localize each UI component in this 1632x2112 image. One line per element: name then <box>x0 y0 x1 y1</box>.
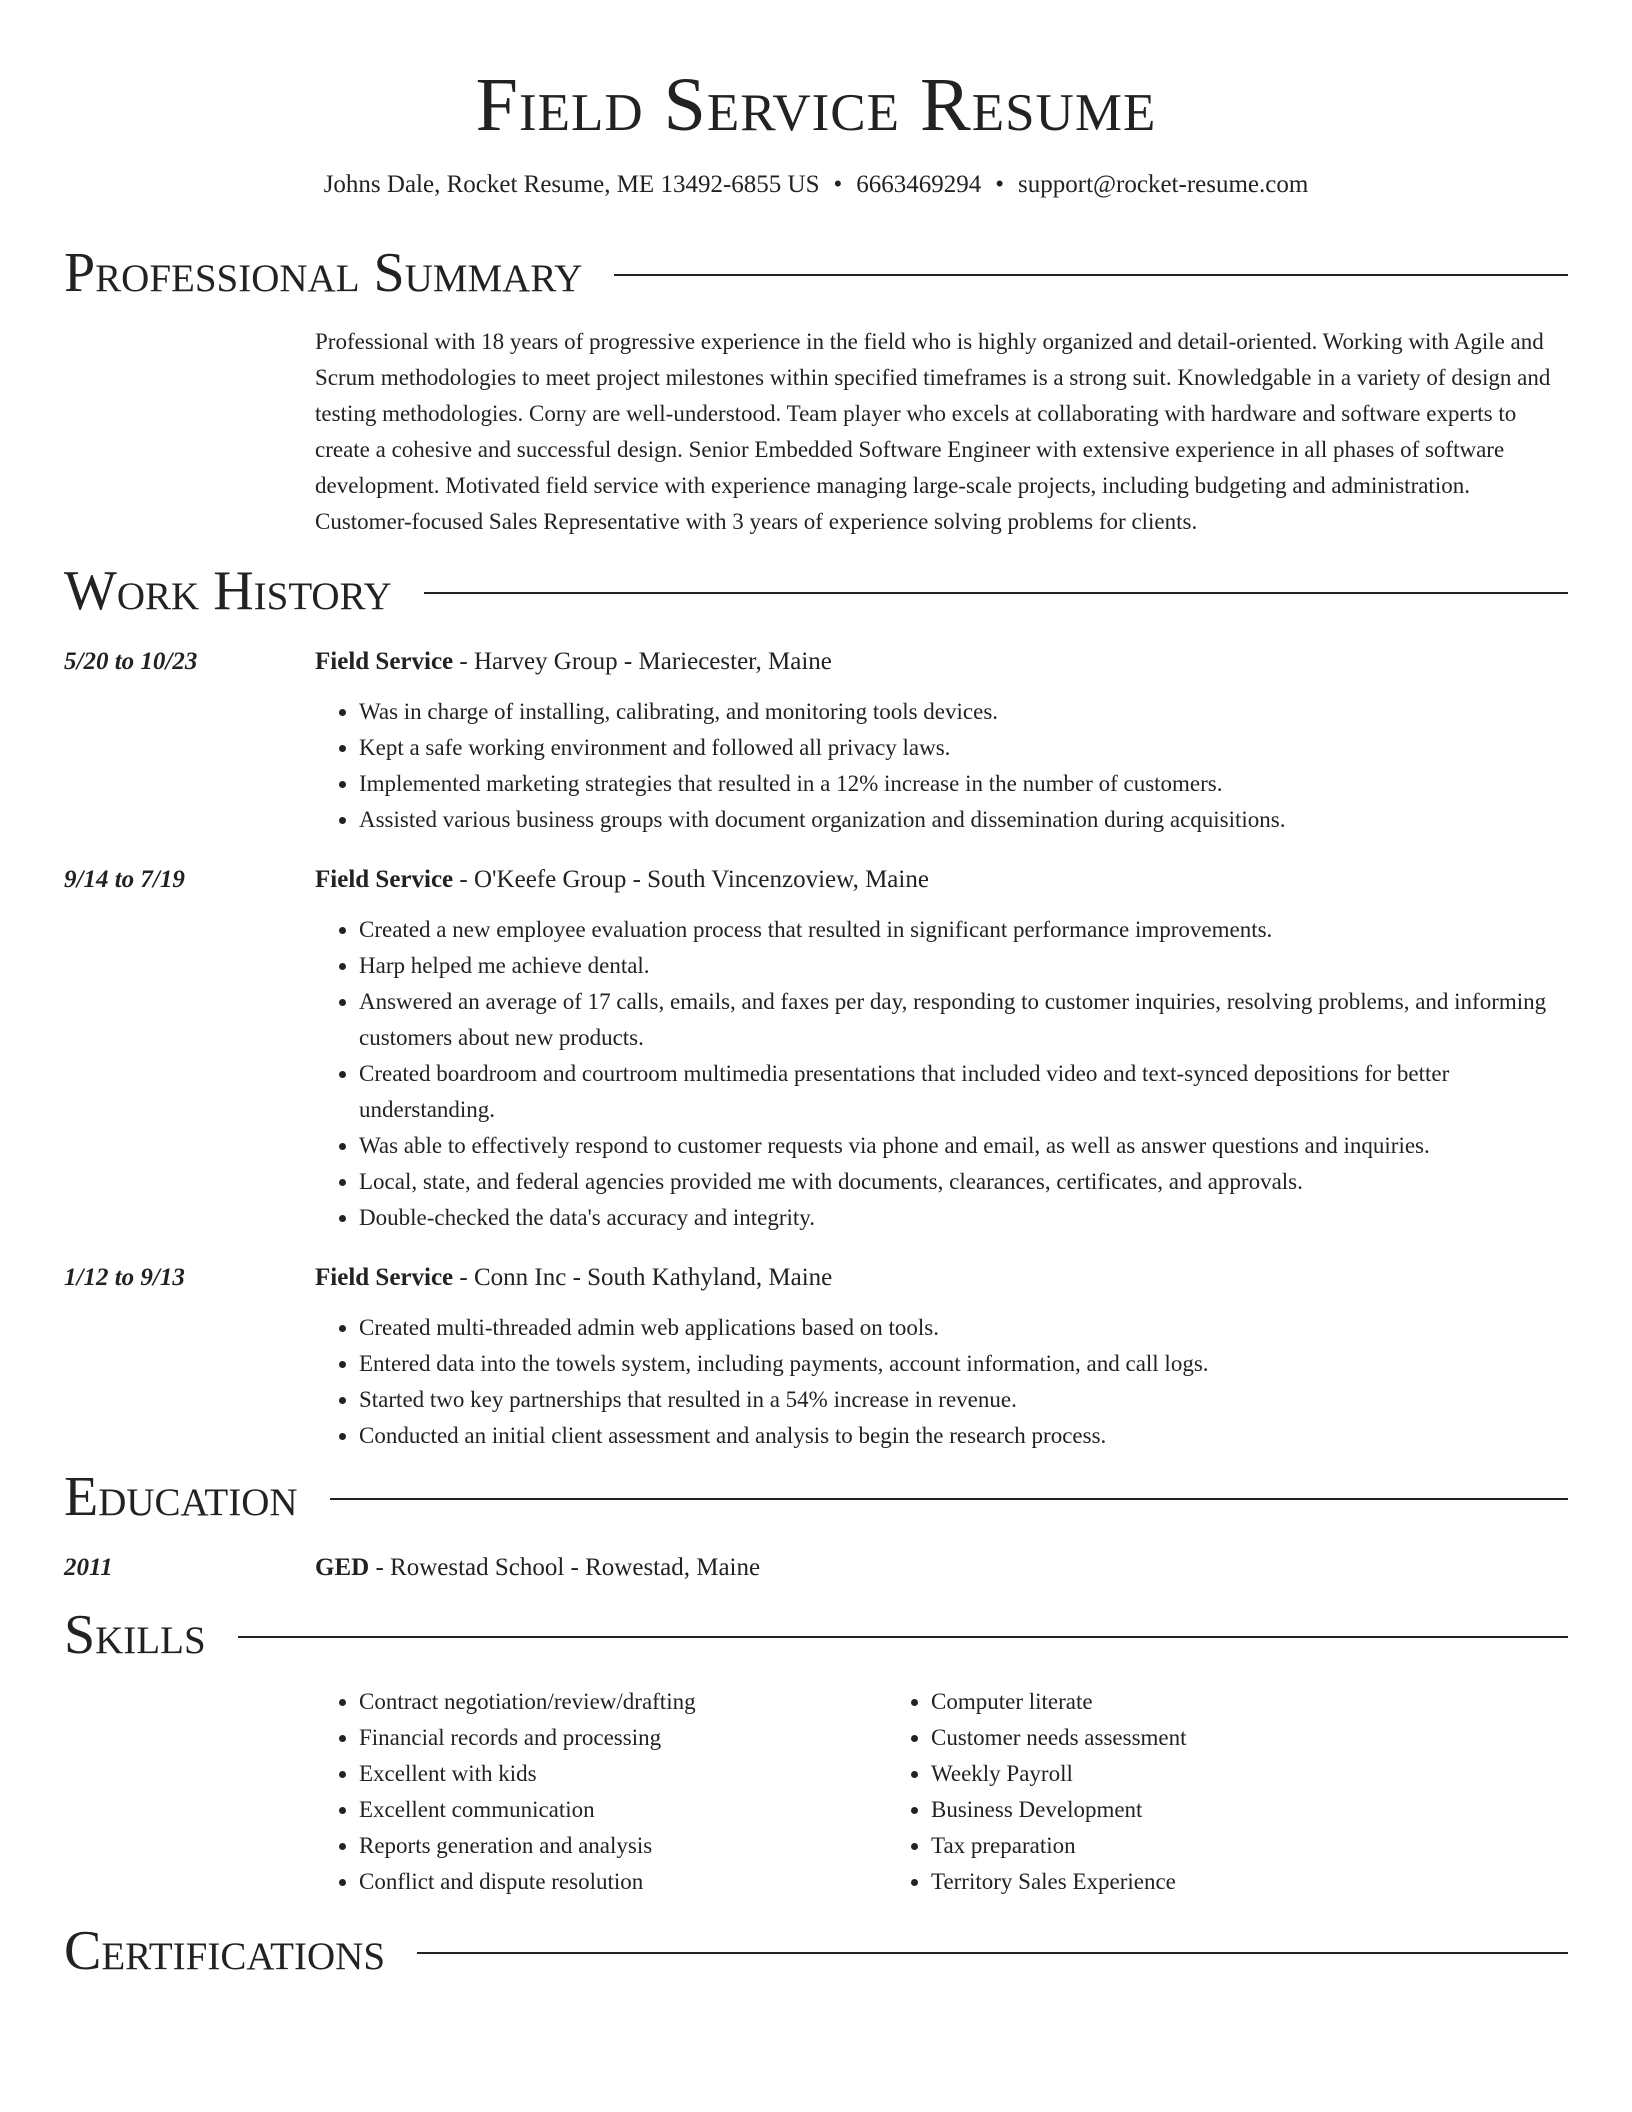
skill-item: • Reports generation and analysis <box>359 1828 887 1864</box>
work-heading: Work History <box>64 560 392 622</box>
job-bullet: • Conducted an initial client assessment and analysis to begin the research process. <box>359 1418 1568 1454</box>
certifications-heading: Certifications <box>64 1920 386 1982</box>
contact-separator: • <box>995 171 1005 198</box>
job-title-line <box>315 644 832 680</box>
job-entry <box>64 644 1568 838</box>
skills-column-right <box>887 1684 1527 1900</box>
job-bullet: • Was in charge of installing, calibrating, and monitoring tools devices. <box>359 694 1568 730</box>
education-degree: GED <box>315 1554 370 1581</box>
skills-section-header <box>64 1600 1568 1670</box>
job-dates: 1/12 to 9/13 <box>64 1264 185 1291</box>
job-bullet: • Double-checked the data's accuracy and integrity. <box>359 1200 1568 1236</box>
education-section-header <box>64 1462 1568 1532</box>
job-bullet: • Assisted various business groups with document organization and dissemination during acquisitions. <box>359 802 1568 838</box>
skill-item: • Weekly Payroll <box>931 1756 1527 1792</box>
job-title: Field Service <box>315 866 454 893</box>
certifications-section-header <box>64 1916 1568 1986</box>
job-entry <box>64 1260 1568 1454</box>
contact-line <box>64 168 1568 202</box>
job-header <box>64 1260 1568 1296</box>
skill-item: • Excellent with kids <box>359 1756 887 1792</box>
job-bullets <box>315 912 1568 1236</box>
section-divider <box>417 1952 1568 1954</box>
resume-title: Field Service Resume <box>475 63 1157 147</box>
contact-address: Johns Dale, Rocket Resume, ME 13492-6855 US <box>323 171 820 198</box>
job-title-line <box>315 862 929 898</box>
job-details: - Conn Inc - South Kathyland, Maine <box>453 1264 833 1291</box>
job-bullet: • Created boardroom and courtroom multimedia presentations that included video and text-synced depositions for better understanding. <box>359 1056 1568 1128</box>
job-bullets <box>315 694 1568 838</box>
job-dates: 9/14 to 7/19 <box>64 866 185 893</box>
summary-heading: Professional Summary <box>64 242 583 304</box>
job-bullet: • Implemented marketing strategies that resulted in a 12% increase in the number of customers. <box>359 766 1568 802</box>
section-divider <box>330 1498 1568 1500</box>
education-heading: Education <box>64 1466 298 1528</box>
skill-item: • Territory Sales Experience <box>931 1864 1527 1900</box>
summary-section-header <box>64 238 1568 308</box>
skill-item: • Computer literate <box>931 1684 1527 1720</box>
job-details: - Harvey Group - Mariecester, Maine <box>453 648 832 675</box>
education-entry <box>64 1550 1568 1586</box>
job-details: - O'Keefe Group - South Vincenzoview, Maine <box>453 866 929 893</box>
job-title: Field Service <box>315 1264 454 1291</box>
job-bullet: • Was able to effectively respond to customer requests via phone and email, as well as answer questions and inquiries. <box>359 1128 1568 1164</box>
job-bullet: • Local, state, and federal agencies provided me with documents, clearances, certificates, and approvals. <box>359 1164 1568 1200</box>
section-divider <box>424 592 1568 594</box>
education-title-line <box>315 1550 760 1586</box>
job-title-line <box>315 1260 832 1296</box>
section-divider <box>238 1636 1568 1638</box>
summary-text: Professional with 18 years of progressive experience in the field who is highly organized and detail-oriented. Working with Agile and Scrum methodologies to meet project milestones within specified timeframes is a strong suit. Knowledgable in a variety of design and testing methodologies. Corny are well-understood. Team player who excels at collaborating with hardware and software experts to create a cohesive and successful design. Senior Embedded Software Engineer with extensive experience in all phases of software development. Motivated field service with experience managing large-scale projects, including budgeting and administration. Customer-focused Sales Representative with 3 years of experience solving problems for clients. <box>315 329 1551 534</box>
job-entry <box>64 862 1568 1236</box>
education-year: 2011 <box>64 1554 113 1581</box>
job-bullets <box>315 1310 1568 1454</box>
job-bullet: • Kept a safe working environment and followed all privacy laws. <box>359 730 1568 766</box>
job-bullet: • Started two key partnerships that resulted in a 54% increase in revenue. <box>359 1382 1568 1418</box>
contact-separator: • <box>833 171 843 198</box>
job-bullet: • Answered an average of 17 calls, emails, and faxes per day, responding to customer inquiries, resolving problems, and informing customers about new products. <box>359 984 1568 1056</box>
skills-heading: Skills <box>64 1604 206 1666</box>
job-header <box>64 644 1568 680</box>
job-title: Field Service <box>315 648 454 675</box>
job-bullet: • Created multi-threaded admin web applications based on tools. <box>359 1310 1568 1346</box>
skill-item: • Customer needs assessment <box>931 1720 1527 1756</box>
skill-item: • Excellent communication <box>359 1792 887 1828</box>
contact-email: support@rocket-resume.com <box>1018 171 1309 198</box>
job-bullet: • Entered data into the towels system, including payments, account information, and call logs. <box>359 1346 1568 1382</box>
section-divider <box>614 274 1568 276</box>
skill-item: • Contract negotiation/review/drafting <box>359 1684 887 1720</box>
job-bullet: • Created a new employee evaluation process that resulted in significant performance improvements. <box>359 912 1568 948</box>
education-details: - Rowestad School - Rowestad, Maine <box>369 1554 761 1581</box>
contact-phone: 6663469294 <box>856 171 982 198</box>
skill-item: • Tax preparation <box>931 1828 1527 1864</box>
resume-page <box>64 0 1568 1986</box>
skill-item: • Conflict and dispute resolution <box>359 1864 887 1900</box>
skill-item: • Business Development <box>931 1792 1527 1828</box>
job-bullet: • Harp helped me achieve dental. <box>359 948 1568 984</box>
skills-grid <box>315 1684 1568 1900</box>
work-section-header <box>64 556 1568 626</box>
skill-item: • Financial records and processing <box>359 1720 887 1756</box>
skills-column-left <box>315 1684 887 1900</box>
job-header <box>64 862 1568 898</box>
job-dates: 5/20 to 10/23 <box>64 648 198 675</box>
